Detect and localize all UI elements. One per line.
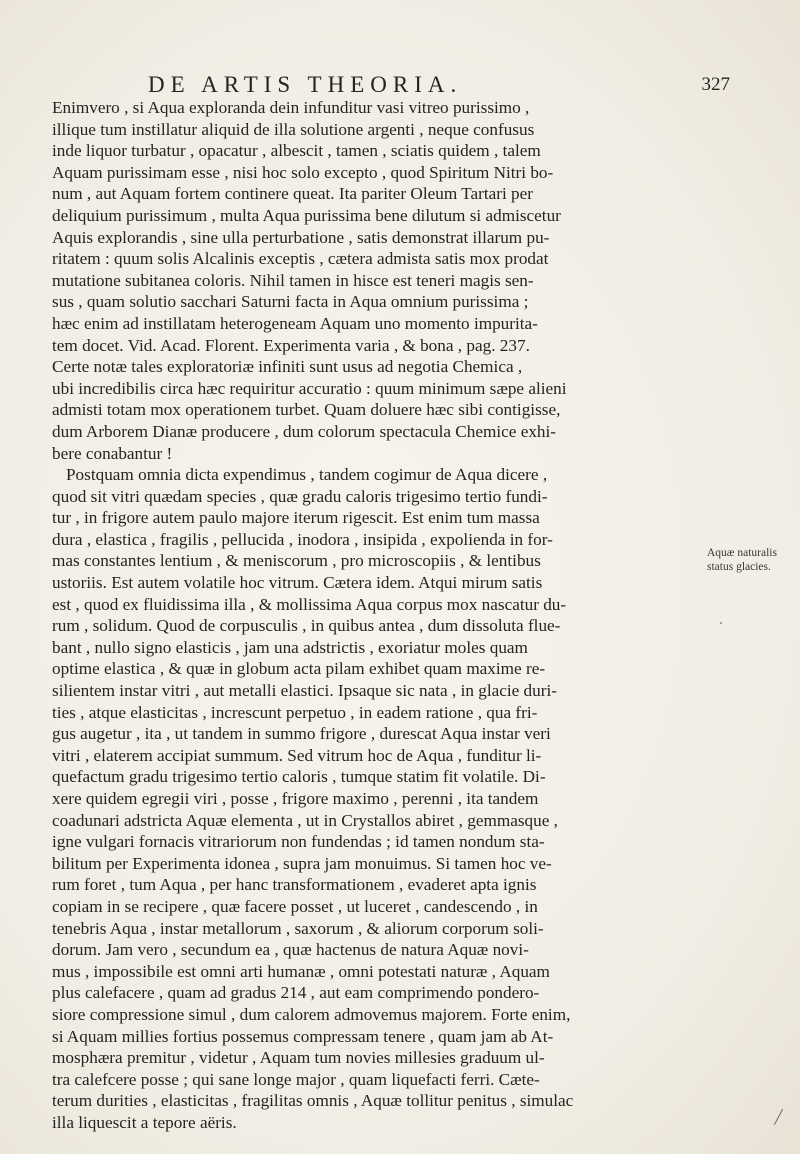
text-line: Enimvero , si Aqua exploranda dein infunditur vasi vitreo purissimo , bbox=[52, 98, 530, 117]
body-text bbox=[52, 97, 700, 1134]
text-line: silientem instar vitri , aut metalli elastici. Ipsaque sic nata , in glacie duri- bbox=[52, 681, 557, 701]
text-line: copiam in se recipere , quæ facere posset , ut luceret , candescendo , in bbox=[52, 896, 538, 916]
text-line: ustoriis. Est autem volatile hoc vitrum. Cætera idem. Atqui mirum satis bbox=[52, 573, 543, 593]
text-line: Aquis explorandis , sine ulla perturbatione , satis demonstrat illarum pu- bbox=[52, 227, 550, 247]
text-line: mutatione subitanea coloris. Nihil tamen in hisce est teneri magis sen- bbox=[52, 270, 534, 290]
text-line: quefactum gradu trigesimo tertio caloris , tumque statim fit volatile. Di- bbox=[52, 767, 546, 787]
page-header bbox=[148, 72, 730, 98]
running-title: DE ARTIS THEORIA. bbox=[148, 72, 463, 97]
text-line: illa liquescit a tepore aëris. bbox=[52, 1112, 237, 1132]
text-line: optime elastica , & quæ in globum acta pilam exhibet quam maxime re- bbox=[52, 659, 546, 679]
text-line: gus augetur , ita , ut tandem in summo frigore , durescat Aqua instar veri bbox=[52, 724, 551, 744]
text-line: deliquium purissimum , multa Aqua purissima bene dilutum si admiscetur bbox=[52, 205, 561, 225]
text-line: ritatem : quum solis Alcalinis exceptis , cætera admista satis mox prodat bbox=[52, 249, 549, 269]
text-line: tenebris Aqua , instar metallorum , saxorum , & aliorum corporum soli- bbox=[52, 918, 544, 938]
text-line: quod sit vitri quædam species , quæ gradu caloris trigesimo tertio fundi- bbox=[52, 486, 548, 506]
text-line: terum durities , elasticitas , fragilitas omnis , Aquæ tollitur penitus , simulac bbox=[52, 1091, 574, 1111]
text-line: plus calefacere , quam ad gradus 214 , aut eam comprimendo pondero- bbox=[52, 983, 540, 1003]
text-line: dura , elastica , fragilis , pellucida , inodora , insipida , expolienda in for- bbox=[52, 529, 553, 549]
margin-note-line: status glacies. bbox=[707, 561, 771, 573]
text-line: mas constantes lentium , & meniscorum , pro microscopiis , & lentibus bbox=[52, 551, 541, 571]
text-line: tur , in frigore autem paulo majore iterum rigescit. Est enim tum massa bbox=[52, 508, 540, 528]
margin-note-line: Aquæ naturalis bbox=[707, 547, 777, 559]
text-line: sus , quam solutio sacchari Saturni facta in Aqua omnium purissima ; bbox=[52, 292, 529, 312]
text-line: igne vulgari fornacis vitrariorum non fundendas ; id tamen nondum sta- bbox=[52, 832, 545, 852]
text-line: ubi incredibilis circa hæc requiritur accuratio : quum minimum sæpe alieni bbox=[52, 378, 567, 398]
text-line: illique tum instillatur aliquid de illa solutione argenti , neque confusus bbox=[52, 119, 535, 139]
text-line: ties , atque elasticitas , increscunt perpetuo , in eadem ratione , qua fri- bbox=[52, 702, 538, 722]
text-line: tem docet. Vid. Acad. Florent. Experimenta varia , & bona , pag. 237. bbox=[52, 335, 530, 355]
text-line: coadunari adstricta Aquæ elementa , ut in Crystallos abiret , gemmasque , bbox=[52, 810, 558, 830]
ink-stroke bbox=[774, 1109, 783, 1125]
text-line: Postquam omnia dicta expendimus , tandem cogimur de Aqua dicere , bbox=[66, 465, 548, 485]
text-line: bilitum per Experimenta idonea , supra jam monuimus. Si tamen hoc ve- bbox=[52, 853, 552, 873]
text-line: dum Arborem Dianæ producere , dum colorum spectacula Chemice exhi- bbox=[52, 421, 557, 441]
text-line: siore compressione simul , dum calorem admovemus majorem. Forte enim, bbox=[52, 1004, 571, 1024]
text-line: hæc enim ad instillatam heterogeneam Aquam uno momento impurita- bbox=[52, 313, 538, 333]
text-line: Aquam purissimam esse , nisi hoc solo excepto , quod Spiritum Nitri bo- bbox=[52, 162, 554, 182]
ink-speck bbox=[720, 622, 722, 624]
text-line: rum foret , tum Aqua , per hanc transformationem , evaderet apta ignis bbox=[52, 875, 537, 895]
text-line: inde liquor turbatur , opacatur , albescit , tamen , sciatis quidem , talem bbox=[52, 141, 541, 161]
text-line: mus , impossibile est omni arti humanæ , omni potestati naturæ , Aquam bbox=[52, 961, 550, 981]
text-line: rum , solidum. Quod de corpusculis , in quibus antea , dum dissoluta flue- bbox=[52, 616, 561, 636]
page-number: 327 bbox=[701, 74, 730, 95]
text-line: mosphæra premitur , videtur , Aquam tum novies millesies graduum ul- bbox=[52, 1048, 545, 1068]
text-line: tra calefcere posse ; qui sane longe major , quam liquefacti ferri. Cæte- bbox=[52, 1069, 540, 1089]
text-line: est , quod ex fluidissima illa , & mollissima Aqua corpus mox nascatur du- bbox=[52, 594, 567, 614]
text-line: xere quidem egregii viri , posse , frigore maximo , perenni , ita tandem bbox=[52, 789, 539, 808]
text-line: bere conabantur ! bbox=[52, 443, 173, 463]
text-line: dorum. Jam vero , secundum ea , quæ hactenus de natura Aquæ novi- bbox=[52, 940, 529, 960]
margin-note bbox=[707, 546, 789, 574]
text-line: admisti totam mox operationem turbet. Quam doluere hæc sibi contigisse, bbox=[52, 400, 561, 420]
text-line: vitri , elaterem accipiat summum. Sed vitrum hoc de Aqua , funditur li- bbox=[52, 745, 542, 765]
text-line: num , aut Aquam fortem continere queat. Ita pariter Oleum Tartari per bbox=[52, 184, 533, 204]
text-line: si Aquam millies fortius possemus compressam tenere , quam jam ab At- bbox=[52, 1026, 554, 1046]
text-line: Certe notæ tales exploratoriæ infiniti sunt usus ad negotia Chemica , bbox=[52, 357, 523, 377]
text-line: bant , nullo signo elasticis , jam una adstrictis , exoriatur moles quam bbox=[52, 637, 528, 657]
